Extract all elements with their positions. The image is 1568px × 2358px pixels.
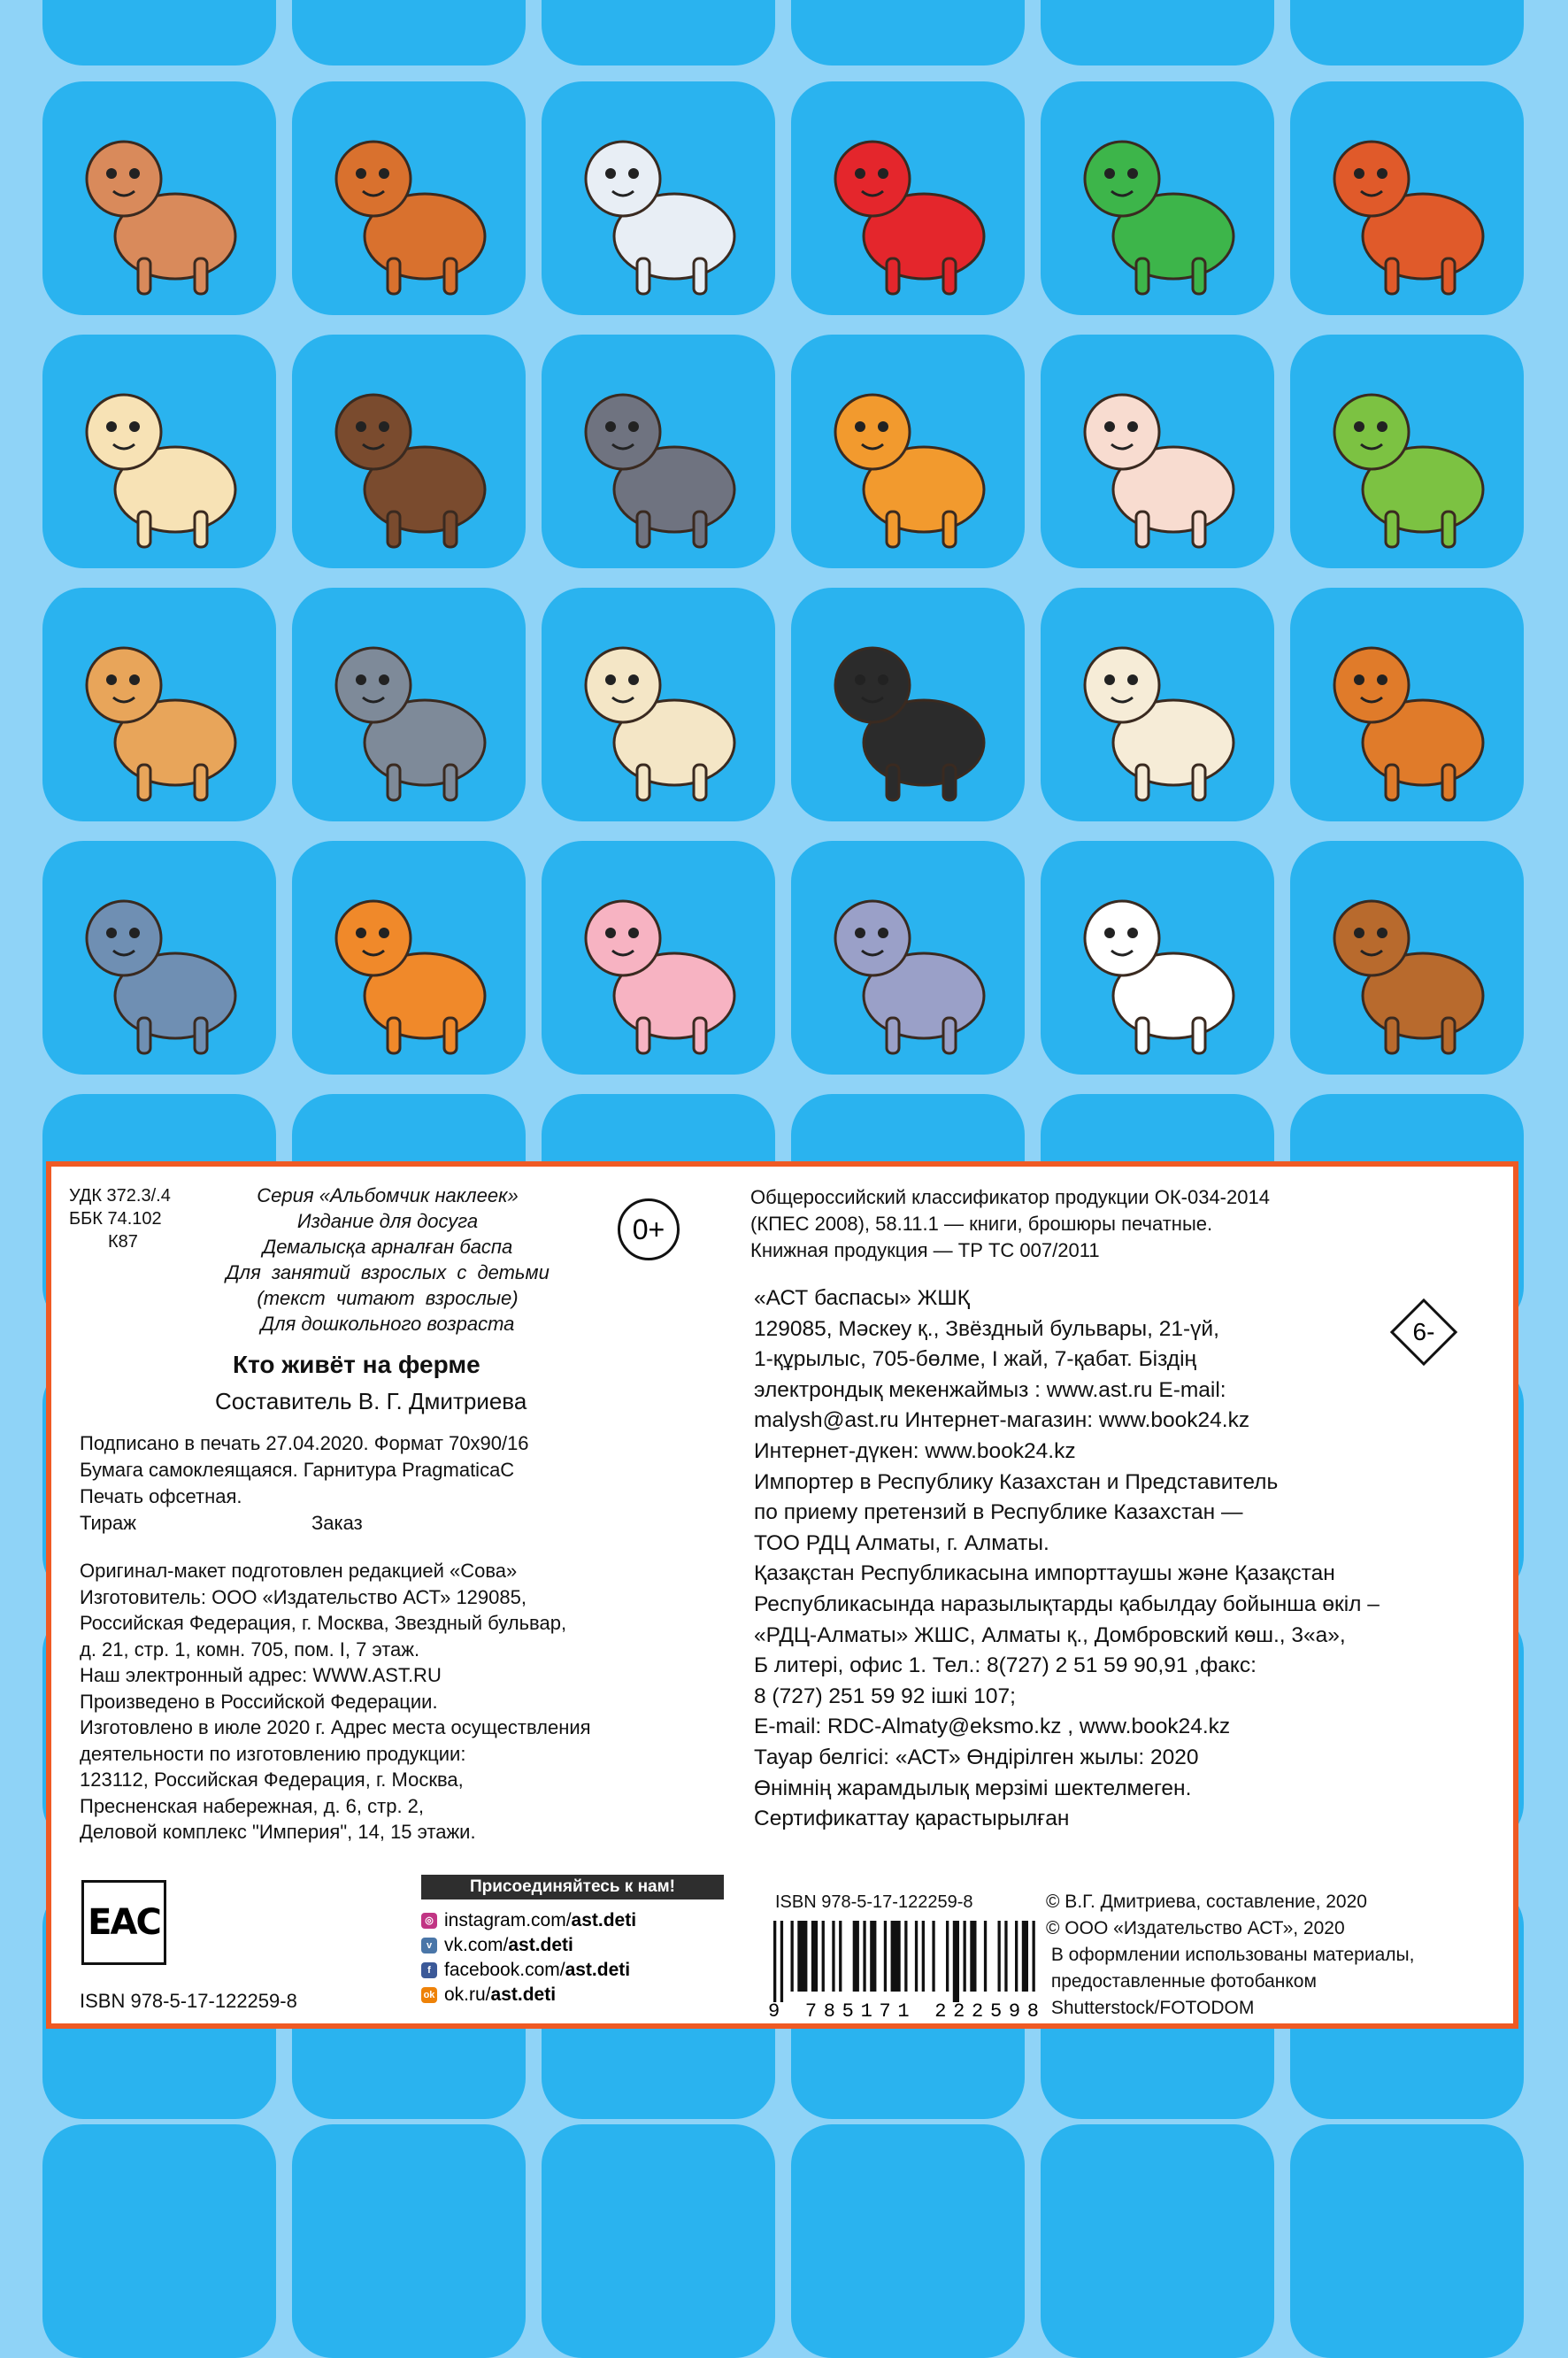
barcode-bar (964, 1921, 966, 1992)
series-line: Для дошкольного возраста (260, 1313, 515, 1335)
copyright-line: Shutterstock/FOTODOM (1046, 1998, 1255, 2018)
copyright-line: © В.Г. Дмитриева, составление, 2020 (1046, 1892, 1367, 1912)
social-links (421, 1908, 724, 2007)
series-line: Издание для досуга (296, 1210, 479, 1232)
barcode-bar (953, 1921, 959, 2002)
wolf-icon (292, 588, 526, 821)
social-link-handle: ast.deti (565, 1960, 631, 1980)
publisher-line: Произведено в Российской Федерации. (80, 1690, 438, 1713)
sticker-tile-turkey (292, 335, 526, 568)
circulation-label: Тираж (80, 1512, 136, 1534)
hippo-icon (791, 841, 1025, 1075)
donkey-icon (542, 335, 775, 568)
pig-icon (542, 841, 775, 1075)
barcode-number: 9 785171 222598 (768, 2000, 1039, 2020)
barcode-bar (822, 1921, 825, 1992)
barcode-bar (915, 1921, 918, 1992)
sticker-tile-deer (1290, 588, 1524, 821)
series-info (202, 1183, 573, 1337)
barcode-bar (904, 1921, 907, 1992)
udk-code: УДК 372.3/.4 (69, 1186, 171, 1206)
barcode-bar (932, 1921, 934, 1992)
series-line: Серия «Альбомчик наклеек» (257, 1184, 519, 1206)
sticker-tile-sheep (1041, 588, 1274, 821)
publisher-line: Оригинал-макет подготовлен редакцией «Сова» (80, 1560, 518, 1582)
social-link-url: facebook.com/ (444, 1960, 565, 1980)
goose-icon (42, 335, 276, 568)
barcode-bar (870, 1921, 876, 1992)
kz-line: 8 (727) 251 59 92 ішкі 107; (754, 1684, 1016, 1708)
publisher-line: Изготовлено в июле 2020 г. Адрес места осуществления (80, 1716, 591, 1738)
publisher-line: деятельности по изготовлению продукции: (80, 1742, 466, 1765)
dog-icon (791, 588, 1025, 821)
odnoklassniki-icon: ok (421, 1987, 437, 2003)
barcode-bar (811, 1921, 818, 1992)
barcode-bar (853, 1921, 859, 1992)
age-rating-diamond (1389, 1298, 1458, 1367)
kz-line: Тауар белгісі: «АСТ» Өндірілген жылы: 2020 (754, 1745, 1199, 1769)
barcode-bar (1015, 1921, 1018, 1992)
sticker-tile-rooster (1290, 81, 1524, 315)
barcode-bar (946, 1921, 949, 1992)
horse-icon (42, 588, 276, 821)
publisher-line: Изготовитель: ООО «Издательство АСТ» 129085, (80, 1585, 527, 1608)
sticker-tile-donkey (542, 335, 775, 568)
age-rating-badge (618, 1198, 680, 1260)
copyright-line: © ООО «Издательство АСТ», 2020 (1046, 1918, 1345, 1938)
sticker-tile-pig (542, 841, 775, 1075)
social-link[interactable] (421, 1908, 724, 1933)
beaver-icon (1290, 841, 1524, 1075)
sticker-tile-parrot (791, 81, 1025, 315)
sticker-tile-iguana (1041, 81, 1274, 315)
kz-publisher-info (754, 1283, 1380, 1835)
social-heading: Присоединяйтесь к нам! (421, 1875, 724, 1900)
barcode-bar (839, 1921, 842, 1992)
circulation-row (80, 1510, 529, 1537)
order-label: Заказ (311, 1512, 363, 1534)
sticker-tile-blank (791, 2124, 1025, 2358)
rooster-icon (1290, 81, 1524, 315)
kz-line: Республикасында наразылықтарды қабылдау бойынша өкіл – (754, 1591, 1380, 1616)
isbn-left: ISBN 978-5-17-122259-8 (80, 1990, 297, 2012)
sticker-tile-monkey (42, 81, 276, 315)
classification-line: (КПЕС 2008), 58.11.1 — книги, брошюры печатные. (750, 1213, 1213, 1235)
sticker-tile-blank (42, 2124, 276, 2358)
sticker-tile-blank (791, 0, 1025, 66)
rabbit-icon (1041, 335, 1274, 568)
sticker-tile-panda (1041, 841, 1274, 1075)
book-title: Кто живёт на ферме (233, 1351, 480, 1378)
sticker-tile-blank (1290, 0, 1524, 66)
hedgehog-icon (292, 81, 526, 315)
sticker-tile-dog (791, 588, 1025, 821)
social-link-url: ok.ru/ (444, 1984, 491, 2005)
print-details (80, 1430, 529, 1537)
kz-line: 1-құрылыс, 705-бөлме, I жай, 7-қабат. Біздің (754, 1347, 1197, 1372)
social-link-handle: ast.deti (571, 1910, 637, 1930)
instagram-icon: ◎ (421, 1913, 437, 1929)
sticker-tile-blank (1290, 2124, 1524, 2358)
sticker-tile-horse (42, 588, 276, 821)
sticker-tile-pelican (542, 81, 775, 315)
barcode-bar (1033, 1921, 1035, 1992)
goat-icon (542, 588, 775, 821)
barcode-bar (884, 1921, 887, 1992)
kz-line: Интернет-дүкен: www.book24.kz (754, 1438, 1076, 1463)
turtle-icon (1290, 335, 1524, 568)
eac-mark (81, 1880, 166, 1965)
kz-line: Қазақстан Республикасына импорттаушы және Қазақстан (754, 1561, 1335, 1586)
copyright-line: предоставленные фотобанком (1046, 1971, 1317, 1992)
kz-line: «АСТ баспасы» ЖШҚ (754, 1286, 970, 1310)
publisher-line: Деловой комплекс "Империя", 14, 15 этажи. (80, 1821, 476, 1843)
kz-line: Б литері, офис 1. Тел.: 8(727) 2 51 59 90,91 ,факс: (754, 1653, 1257, 1678)
sticker-tile-tiger (292, 841, 526, 1075)
age-rating-text: 0+ (632, 1213, 665, 1245)
barcode-bar (922, 1921, 925, 1992)
kz-line: 129085, Мәскеу қ., Звёздный бульвары, 21-үй, (754, 1316, 1219, 1341)
series-line: Демалысқа арналған баспа (262, 1236, 513, 1258)
barcode-isbn: ISBN 978-5-17-122259-8 (775, 1892, 973, 1912)
sticker-tile-goat (542, 588, 775, 821)
kz-line: ТОО РДЦ Алматы, г. Алматы. (754, 1530, 1049, 1555)
age-rating-kz-text: 6- (1412, 1318, 1435, 1345)
sticker-tile-blank (1041, 2124, 1274, 2358)
kz-line: по приему претензий в Республике Казахстан — (754, 1500, 1243, 1525)
print-line: Подписано в печать 27.04.2020. Формат 70х90/16 (80, 1432, 529, 1454)
sticker-tile-blank (292, 2124, 526, 2358)
kz-line: E-mail: RDC-Almaty@eksmo.kz , www.book24.kz (754, 1715, 1231, 1739)
social-link[interactable] (421, 1933, 724, 1958)
series-line: (текст читают взрослые) (257, 1287, 519, 1309)
publisher-line: Российская Федерация, г. Москва, Звездный бульвар, (80, 1612, 567, 1634)
copyright-block (1046, 1889, 1414, 2022)
sticker-tile-tiger-cub (791, 335, 1025, 568)
vk-icon: v (421, 1938, 437, 1953)
elephant-icon (42, 841, 276, 1075)
social-link[interactable] (421, 1958, 724, 1983)
social-link[interactable] (421, 1983, 724, 2007)
kz-line: электрондық мекенжаймыз : www.ast.ru E-mail: (754, 1377, 1226, 1402)
barcode-bar (832, 1921, 834, 1992)
publisher-line: д. 21, стр. 1, комн. 705, пом. I, 7 этаж. (80, 1638, 420, 1661)
kz-line: Өнімнің жарамдылық мерзімі шектелмеген. (754, 1776, 1192, 1800)
monkey-icon (42, 81, 276, 315)
author-mark: К87 (108, 1232, 138, 1252)
sticker-tile-blank (42, 0, 276, 66)
sticker-tile-hippo (791, 841, 1025, 1075)
social-link-url: instagram.com/ (444, 1910, 572, 1930)
barcode-bar (780, 1921, 783, 2002)
barcode (768, 1921, 1044, 2020)
product-classification (750, 1184, 1270, 1264)
kz-line: Импортер в Республику Казахстан и Представитель (754, 1469, 1279, 1494)
series-line: Для занятий взрослых с детьми (226, 1261, 550, 1283)
iguana-icon (1041, 81, 1274, 315)
sticker-tile-elephant (42, 841, 276, 1075)
publisher-line: Пресненская набережная, д. 6, стр. 2, (80, 1794, 425, 1817)
sticker-tile-goose (42, 335, 276, 568)
sticker-tile-turtle (1290, 335, 1524, 568)
sticker-tile-blank (1041, 0, 1274, 66)
barcode-bar (891, 1921, 901, 1992)
kz-line: «РДЦ-Алматы» ЖШС, Алматы қ., Домбровский көш., 3«а», (754, 1622, 1346, 1647)
sticker-tile-hedgehog (292, 81, 526, 315)
barcode-bar (984, 1921, 987, 1992)
deer-icon (1290, 588, 1524, 821)
panda-icon (1041, 841, 1274, 1075)
sticker-tile-beaver (1290, 841, 1524, 1075)
book-author: Составитель В. Г. Дмитриева (215, 1388, 527, 1414)
sticker-tile-wolf (292, 588, 526, 821)
pelican-icon (542, 81, 775, 315)
bbk-code: ББК 74.102 (69, 1209, 162, 1229)
publisher-info (80, 1558, 591, 1846)
barcode-bar (1004, 1921, 1007, 1992)
barcode-bar (970, 1921, 976, 1992)
classification-codes (69, 1184, 171, 1253)
tiger-icon (292, 841, 526, 1075)
sticker-tile-blank (542, 2124, 775, 2358)
sticker-tile-rabbit (1041, 335, 1274, 568)
kz-line: Сертификаттау қарастырылған (754, 1807, 1070, 1831)
barcode-bar (998, 1921, 1001, 1992)
classification-line: Книжная продукция — ТР ТС 007/2011 (750, 1239, 1100, 1261)
classification-line: Общероссийский классификатор продукции ОК-034-2014 (750, 1186, 1270, 1208)
barcode-bar (797, 1921, 807, 1992)
copyright-line: В оформлении использованы материалы, (1046, 1945, 1415, 1965)
publisher-line: Наш электронный адрес: WWW.AST.RU (80, 1664, 442, 1686)
sheep-icon (1041, 588, 1274, 821)
kz-line: malysh@ast.ru Интернет-магазин: www.book24.kz (754, 1408, 1250, 1433)
social-block (421, 1875, 724, 2007)
social-link-handle: ast.deti (508, 1935, 573, 1955)
turkey-icon (292, 335, 526, 568)
barcode-bar (863, 1921, 865, 1992)
print-line: Печать офсетная. (80, 1485, 242, 1507)
social-link-url: vk.com/ (444, 1935, 509, 1955)
social-link-handle: ast.deti (490, 1984, 557, 2005)
barcode-bar (1022, 1921, 1028, 1992)
sticker-tile-blank (542, 0, 775, 66)
tiger-cub-icon (791, 335, 1025, 568)
parrot-icon (791, 81, 1025, 315)
barcode-bar (791, 1921, 794, 1992)
barcode-bar (773, 1921, 776, 2002)
imprint-panel (46, 1161, 1518, 2029)
facebook-icon: f (421, 1962, 437, 1978)
sticker-tile-blank (292, 0, 526, 66)
publisher-line: 123112, Российская Федерация, г. Москва, (80, 1768, 464, 1791)
eac-mark-text: EAC (88, 1902, 160, 1943)
print-line: Бумага самоклеящаяся. Гарнитура PragmaticaC (80, 1459, 515, 1481)
